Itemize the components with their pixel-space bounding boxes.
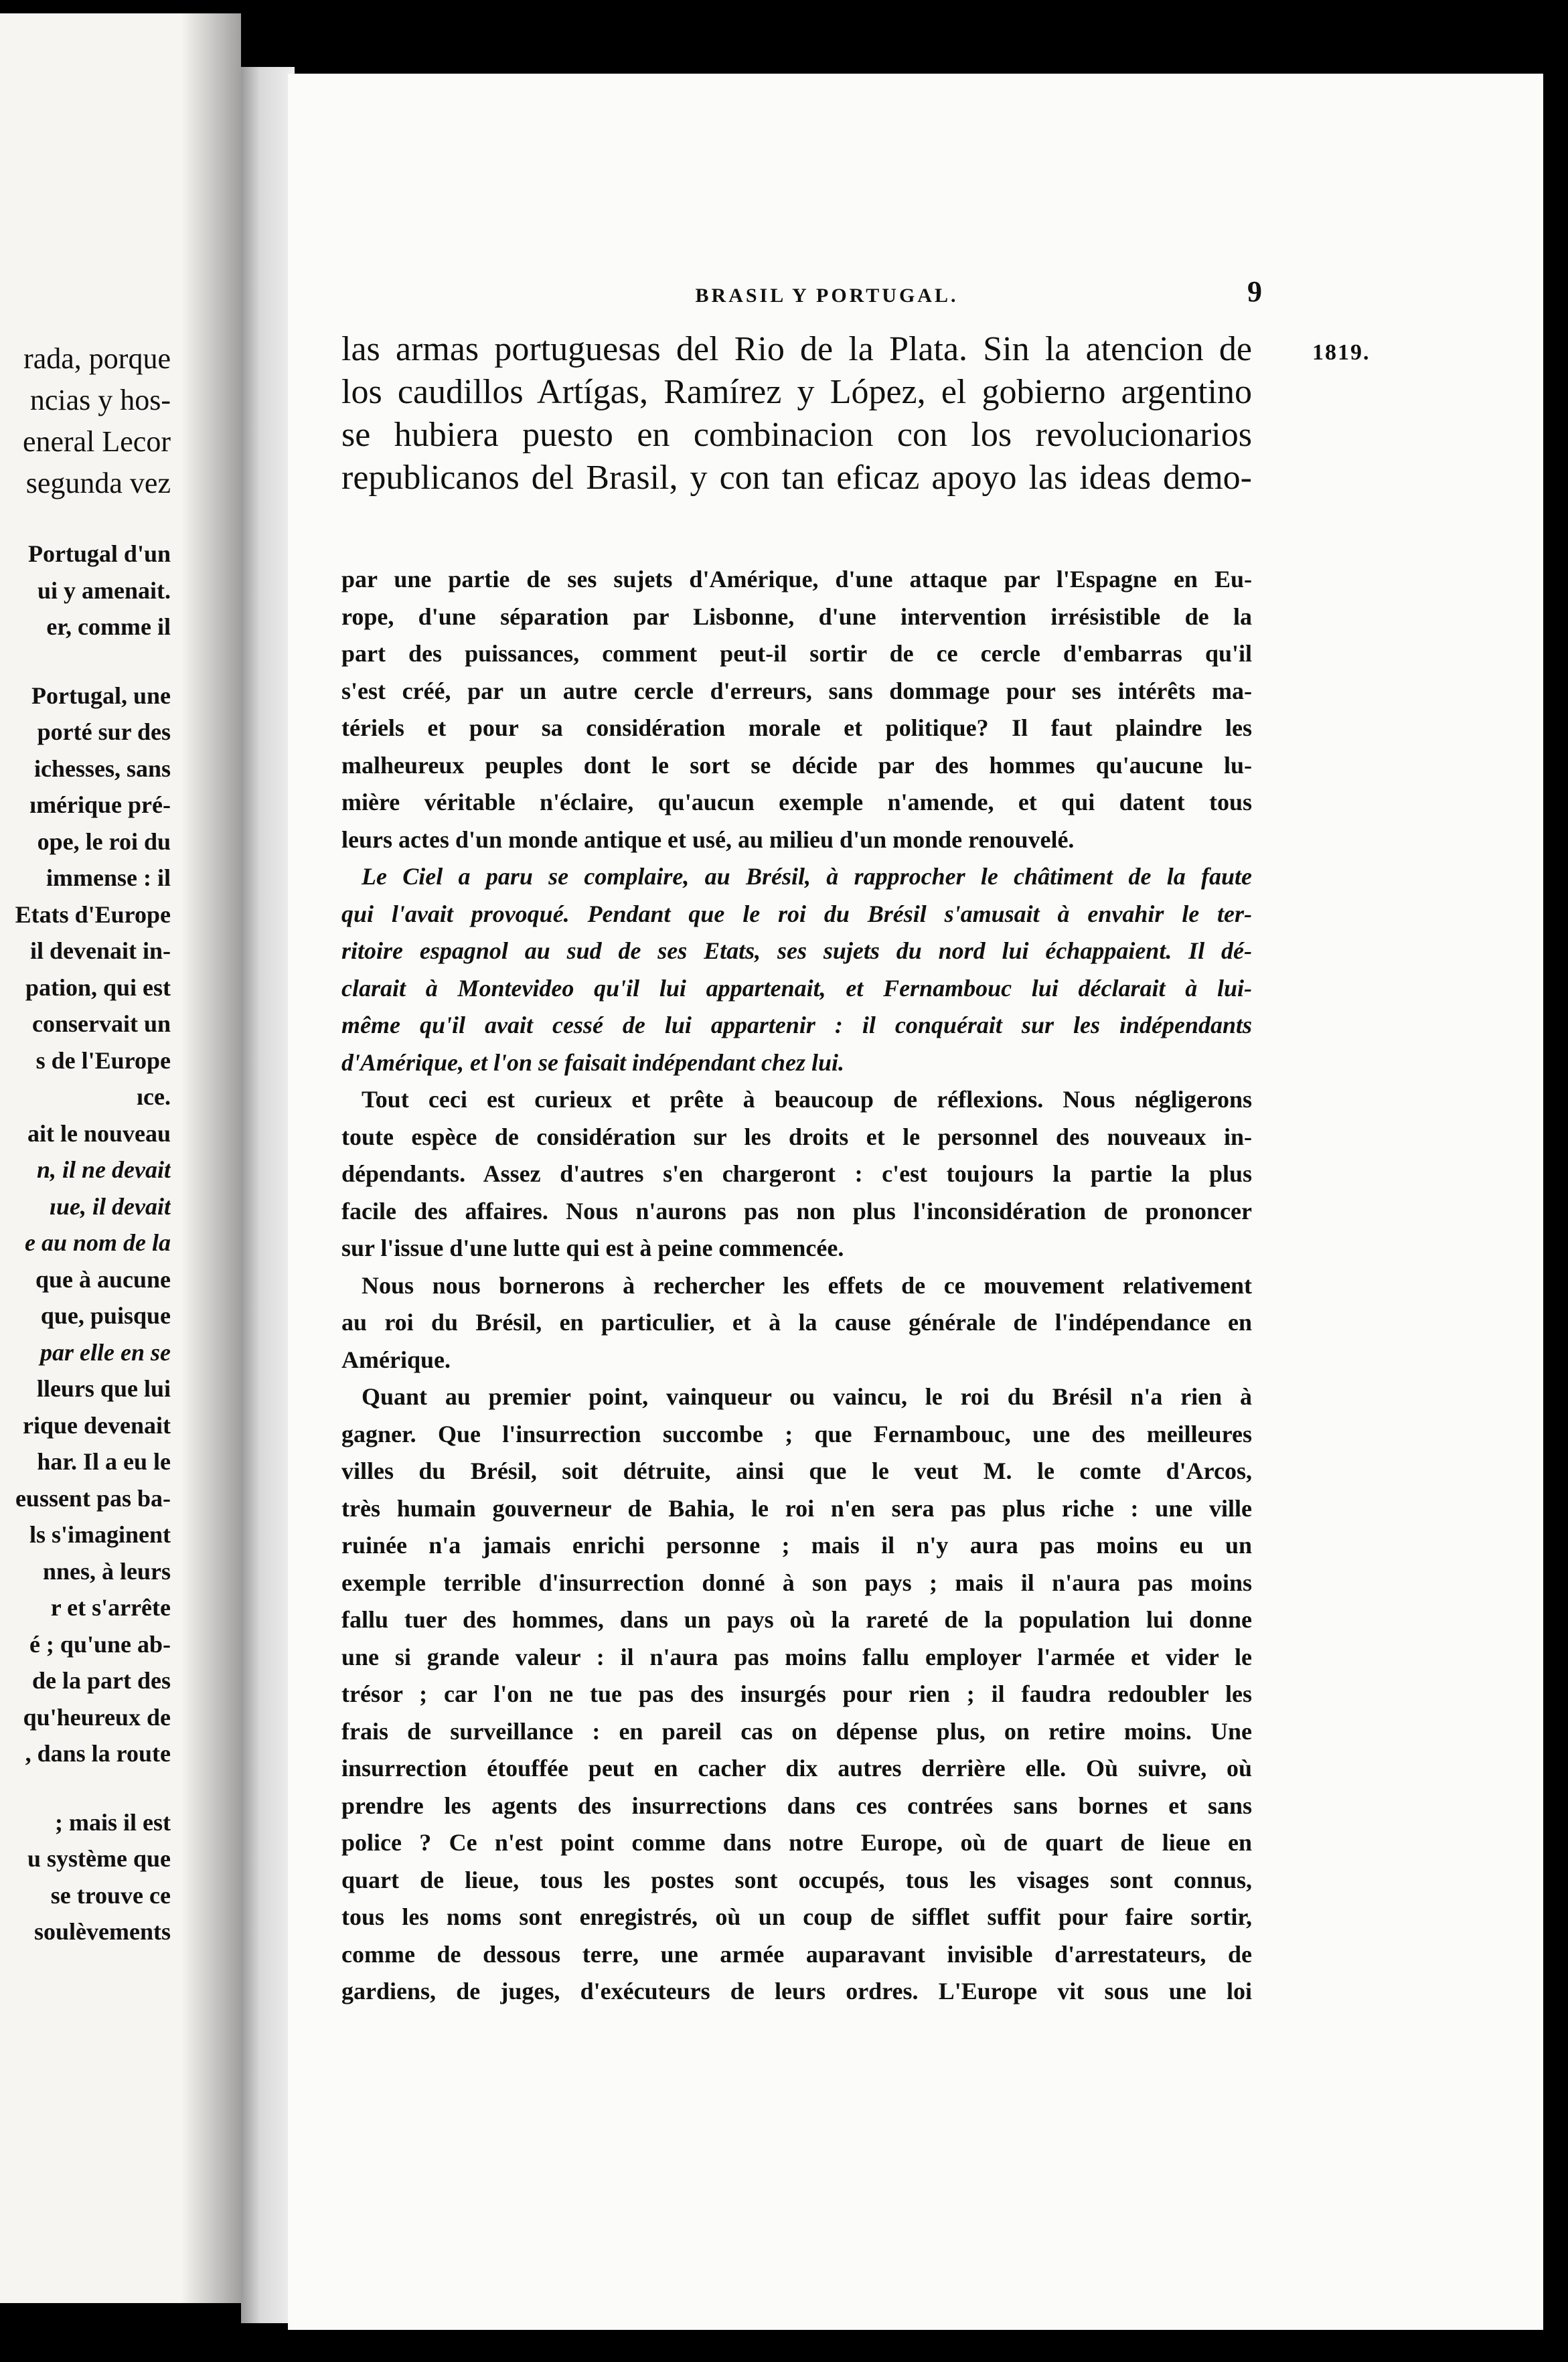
- spanish-line: los caudillos Artígas, Ramírez y López, el gobierno argentino: [341, 373, 1252, 411]
- french-line: gardiens, de juges, d'exécuteurs de leurs ordres. L'Europe vit sous une loi: [341, 1978, 1252, 2004]
- french-line: insurrection étouffée peut en cacher dix autres derrière elle. Où suivre, où: [341, 1755, 1252, 1782]
- left-page-line: s de l'Europe: [35, 1046, 171, 1074]
- left-page-line: ope, le roi du: [37, 828, 171, 855]
- french-line: facile des affaires. Nous n'aurons pas non plus l'inconsidération de prononcer: [341, 1197, 1252, 1225]
- left-page-line: de la part des: [32, 1667, 171, 1694]
- left-page-line: ls s'imaginent: [29, 1521, 171, 1548]
- left-page-line: que à aucune: [35, 1265, 171, 1293]
- left-page-line: er, comme il: [46, 613, 171, 640]
- left-page-line: r et s'arrête: [50, 1594, 171, 1621]
- french-line: exemple terrible d'insurrection donné à son pays ; mais il n'aura pas moins: [341, 1569, 1252, 1596]
- french-line: s'est créé, par un autre cercle d'erreurs, sans dommage pour ses intérêts ma-: [341, 677, 1252, 704]
- french-line: Quant au premier point, vainqueur ou vaincu, le roi du Brésil n'a rien à: [362, 1383, 1252, 1410]
- french-line: prendre les agents des insurrections dans ces contrées sans bornes et sans: [341, 1792, 1252, 1819]
- left-page-line: conservait un: [32, 1010, 171, 1037]
- left-page-line: qu'heureux de: [23, 1703, 171, 1731]
- left-page-line: , dans la route: [25, 1740, 171, 1767]
- french-line: dépendants. Assez d'autres s'en chargeront : c'est toujours la partie la plus: [341, 1160, 1252, 1187]
- left-page-line: Etats d'Europe: [15, 900, 171, 928]
- running-head: BRASIL Y PORTUGAL.: [695, 285, 959, 307]
- left-page-line: se trouve ce: [50, 1881, 171, 1909]
- left-page-line: é ; qu'une ab-: [29, 1630, 171, 1658]
- book-gutter: [241, 67, 295, 2323]
- left-page-line: lleurs que lui: [36, 1375, 171, 1402]
- french-line: tériels et pour sa considération morale et politique? Il faut plaindre les: [341, 714, 1252, 741]
- french-line: villes du Brésil, soit détruite, ainsi que le veut M. le comte d'Arcos,: [341, 1458, 1252, 1484]
- left-page-line: immense : il: [46, 864, 171, 891]
- left-page-line: pation, qui est: [25, 973, 171, 1001]
- french-line: gagner. Que l'insurrection succombe ; que Fernambouc, une des meilleures: [341, 1420, 1252, 1447]
- left-page-line: n, il ne devait: [37, 1156, 171, 1183]
- left-page-line: que, puisque: [40, 1302, 171, 1329]
- left-page-line: har. Il a eu le: [37, 1448, 171, 1475]
- french-line: quart de lieue, tous les postes sont occupés, tous les visages sont connus,: [341, 1866, 1252, 1893]
- left-page-line: ıce.: [137, 1083, 171, 1110]
- french-line: Le Ciel a paru se complaire, au Brésil, à rapprocher le châtiment de la faute: [362, 863, 1252, 890]
- left-page-line: ait le nouveau: [27, 1119, 171, 1147]
- left-page-line: e au nom de la: [24, 1229, 171, 1256]
- french-line: Nous nous bornerons à rechercher les effets de ce mouvement relativement: [362, 1271, 1252, 1299]
- left-page-line: rique devenait: [23, 1411, 171, 1439]
- french-line: frais de surveillance : en pareil cas on dépense plus, on retire moins. Une: [341, 1717, 1252, 1745]
- french-line: par une partie de ses sujets d'Amérique, d'une attaque par l'Espagne en Eu-: [341, 566, 1252, 593]
- left-page-line: ıue, il devait: [50, 1192, 171, 1220]
- left-page-line: eneral Lecor: [22, 425, 171, 458]
- spanish-line: se hubiera puesto en combinacion con los revolucionarios: [341, 416, 1252, 454]
- left-page-line: Portugal, une: [31, 682, 171, 709]
- french-line: qui l'avait provoqué. Pendant que le roi du Brésil s'amusait à envahir le ter-: [341, 900, 1252, 927]
- french-line: police ? Ce n'est point comme dans notre Europe, où de quart de lieue en: [341, 1829, 1252, 1856]
- left-page-line: ui y amenait.: [37, 576, 171, 604]
- french-line: malheureux peuples dont le sort se décide par des hommes qu'aucune lu-: [341, 751, 1252, 779]
- french-line: leurs actes d'un monde antique et usé, au milieu d'un monde renouvelé.: [341, 825, 1075, 853]
- spanish-text-block: [341, 328, 1252, 499]
- french-line: ruinée n'a jamais enrichi personne ; mais il n'y aura pas moins eu un: [341, 1532, 1252, 1559]
- french-line: trésor ; car l'on ne tue pas des insurgés pour rien ; il faudra redoubler les: [341, 1680, 1252, 1707]
- french-line: ritoire espagnol au sud de ses Etats, ses sujets du nord lui échappaient. Il dé-: [341, 937, 1252, 964]
- page-curl-shadow: [181, 13, 241, 2303]
- left-page-line: eussent pas ba-: [15, 1484, 171, 1512]
- french-line: clarait à Montevideo qu'il lui appartenait, et Fernambouc lui déclarait à lui-: [341, 974, 1252, 1002]
- french-line: Amérique.: [341, 1346, 451, 1373]
- spanish-line: republicanos del Brasil, y con tan eficaz apoyo las ideas demo-: [341, 459, 1252, 497]
- french-text-block: [341, 561, 1252, 2011]
- french-line: rope, d'une séparation par Lisbonne, d'une intervention irrésistible de la: [341, 603, 1252, 630]
- french-line: Tout ceci est curieux et prête à beaucoup de réflexions. Nous négligerons: [362, 1086, 1252, 1113]
- french-line: d'Amérique, et l'on se faisait indépendant chez lui.: [341, 1048, 845, 1076]
- french-line: mière véritable n'éclaire, qu'aucun exemple n'amende, et qui datent tous: [341, 789, 1252, 815]
- marginal-date: 1819.: [1312, 340, 1370, 365]
- left-page-line: ichesses, sans: [33, 755, 171, 782]
- french-line: toute espèce de considération sur les droits et le personnel des nouveaux in-: [341, 1123, 1252, 1150]
- left-page-line: par elle en se: [40, 1338, 171, 1366]
- french-line: comme de dessous terre, une armée auparavant invisible d'arrestateurs, de: [341, 1940, 1252, 1968]
- french-line: sur l'issue d'une lutte qui est à peine commencée.: [341, 1235, 844, 1261]
- french-line: part des puissances, comment peut-il sortir de ce cercle d'embarras qu'il: [341, 640, 1252, 667]
- french-line: très humain gouverneur de Bahia, le roi n'en sera pas plus riche : une ville: [341, 1494, 1252, 1522]
- left-page-line: u système que: [27, 1845, 171, 1872]
- left-page-fragment: [0, 13, 241, 2303]
- left-page-line: segunda vez: [25, 467, 171, 499]
- spanish-line: las armas portuguesas del Rio de la Plata. Sin la atencion de: [341, 330, 1252, 368]
- left-page-line: nnes, à leurs: [42, 1557, 171, 1585]
- left-page-line: il devenait in-: [29, 937, 171, 964]
- left-page-line: porté sur des: [37, 718, 171, 745]
- left-page-line: ; mais il est: [55, 1808, 171, 1836]
- french-line: même qu'il avait cessé de lui appartenir : il conquérait sur les indépendants: [341, 1012, 1252, 1038]
- french-line: une si grande valeur : il n'aura pas moins fallu employer l'armée et vider le: [341, 1643, 1252, 1670]
- left-page-line: Portugal d'un: [27, 540, 171, 567]
- page-number: 9: [1247, 275, 1262, 308]
- french-line: au roi du Brésil, en particulier, et à la cause générale de l'indépendance en: [341, 1309, 1252, 1336]
- left-page-line: ımérique pré-: [29, 791, 171, 818]
- french-line: tous les noms sont enregistrés, où un coup de sifflet suffit pour faire sortir,: [341, 1903, 1252, 1930]
- left-page-line: rada, porque: [23, 342, 171, 375]
- left-page-line: soulèvements: [34, 1918, 171, 1945]
- left-page-line: ncias y hos-: [29, 384, 171, 416]
- french-line: fallu tuer des hommes, dans un pays où la rareté de la population lui donne: [341, 1606, 1252, 1633]
